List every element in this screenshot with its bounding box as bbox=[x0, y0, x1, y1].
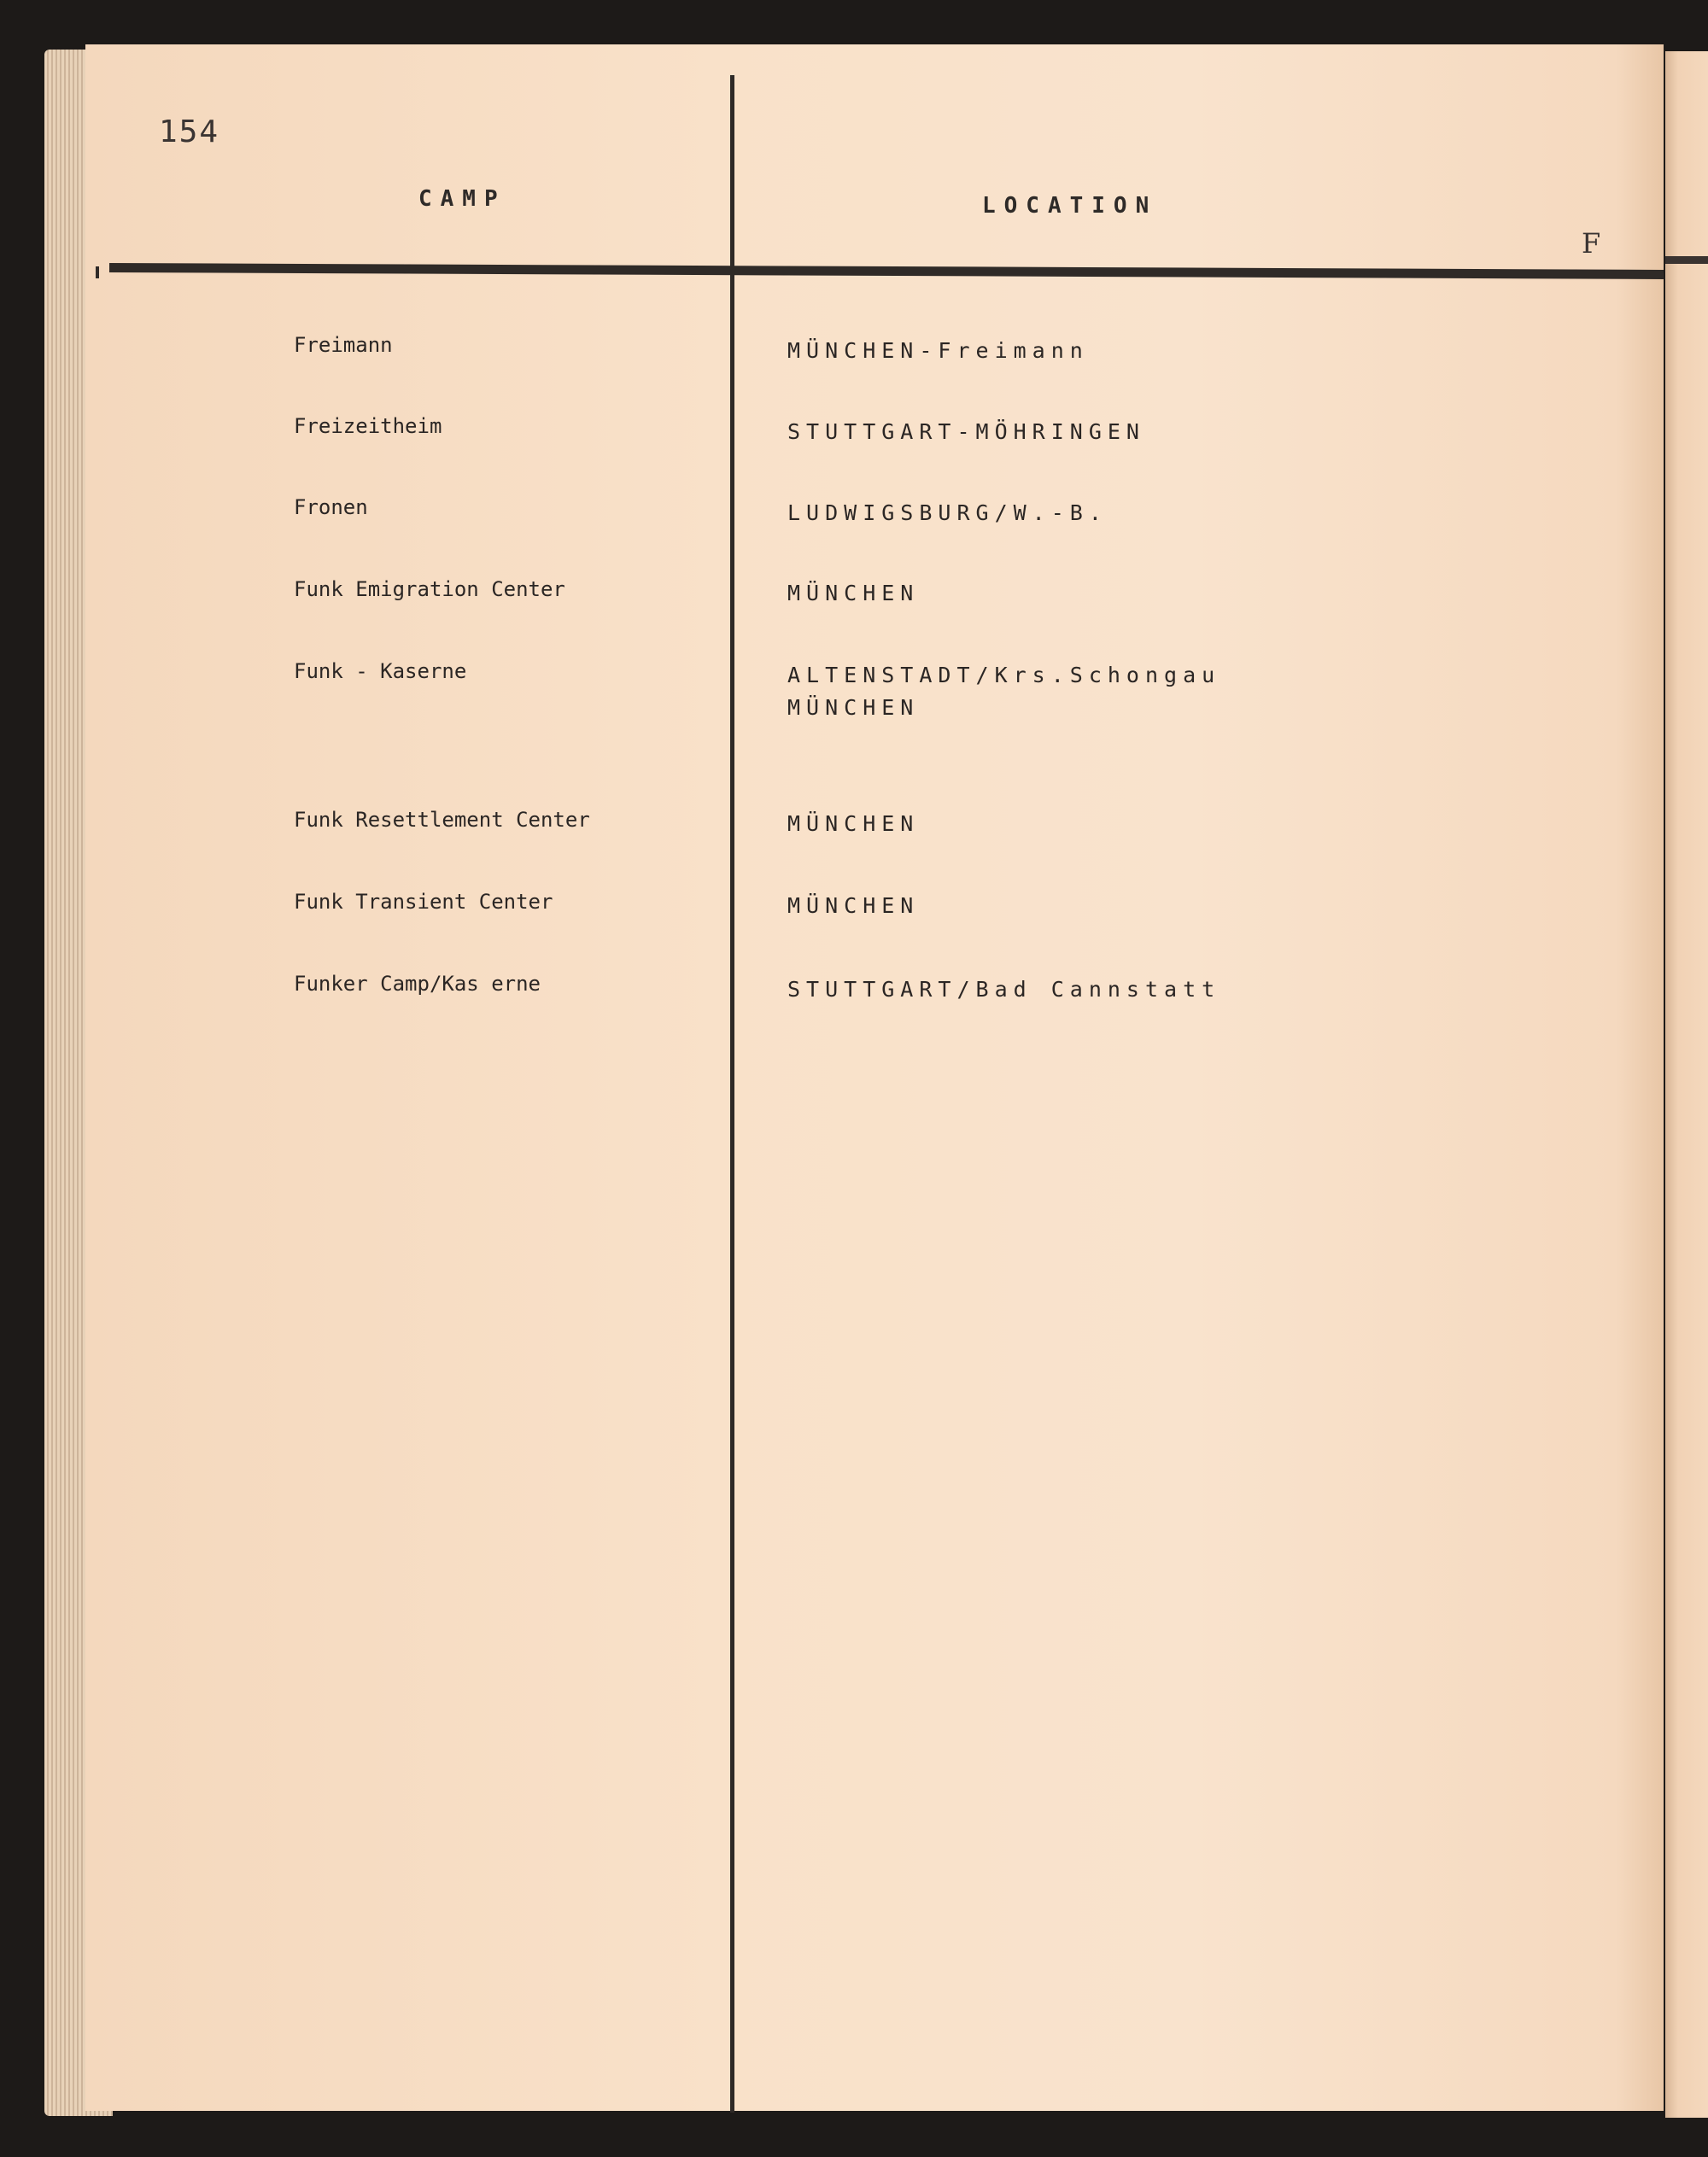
camp-name: Freizeitheim bbox=[294, 414, 442, 438]
camp-name: Funk - Kaserne bbox=[294, 659, 467, 683]
location-line: MÜNCHEN bbox=[787, 811, 920, 836]
camp-name: Funk Emigration Center bbox=[294, 577, 565, 601]
camp-name: Fronen bbox=[294, 495, 368, 519]
rule-margin-mark bbox=[96, 266, 99, 278]
location-column-header: LOCATION bbox=[982, 193, 1158, 219]
location-entry bbox=[787, 973, 1220, 1006]
location-line: MÜNCHEN bbox=[787, 581, 920, 605]
column-divider bbox=[730, 75, 734, 2113]
location-line: ALTENSTADT/Krs.Schongau bbox=[787, 663, 1221, 687]
location-line: STUTTGART-MÖHRINGEN bbox=[787, 419, 1145, 444]
location-line: MÜNCHEN-Freimann bbox=[787, 338, 1089, 363]
section-letter: F bbox=[1582, 227, 1601, 260]
location-entry bbox=[787, 577, 919, 610]
camp-name: Funk Transient Center bbox=[294, 890, 553, 914]
location-line: STUTTGART/Bad Cannstatt bbox=[787, 977, 1221, 1002]
location-entry bbox=[787, 659, 1220, 724]
next-page-edge bbox=[1665, 51, 1708, 2118]
page-number: 154 bbox=[159, 114, 220, 149]
camp-name: Freimann bbox=[294, 333, 393, 357]
location-entry bbox=[787, 808, 919, 840]
camp-name: Funker Camp/Kas erne bbox=[294, 972, 541, 996]
location-entry bbox=[787, 497, 1108, 529]
next-page-rule bbox=[1665, 256, 1708, 264]
location-line: LUDWIGSBURG/W.-B. bbox=[787, 500, 1108, 525]
camp-column-header: CAMP bbox=[418, 186, 506, 212]
location-entry bbox=[787, 416, 1145, 448]
location-line: MÜNCHEN bbox=[787, 695, 920, 720]
camp-name: Funk Resettlement Center bbox=[294, 808, 590, 832]
location-line: MÜNCHEN bbox=[787, 893, 920, 918]
location-entry bbox=[787, 335, 1089, 367]
location-entry bbox=[787, 890, 919, 922]
